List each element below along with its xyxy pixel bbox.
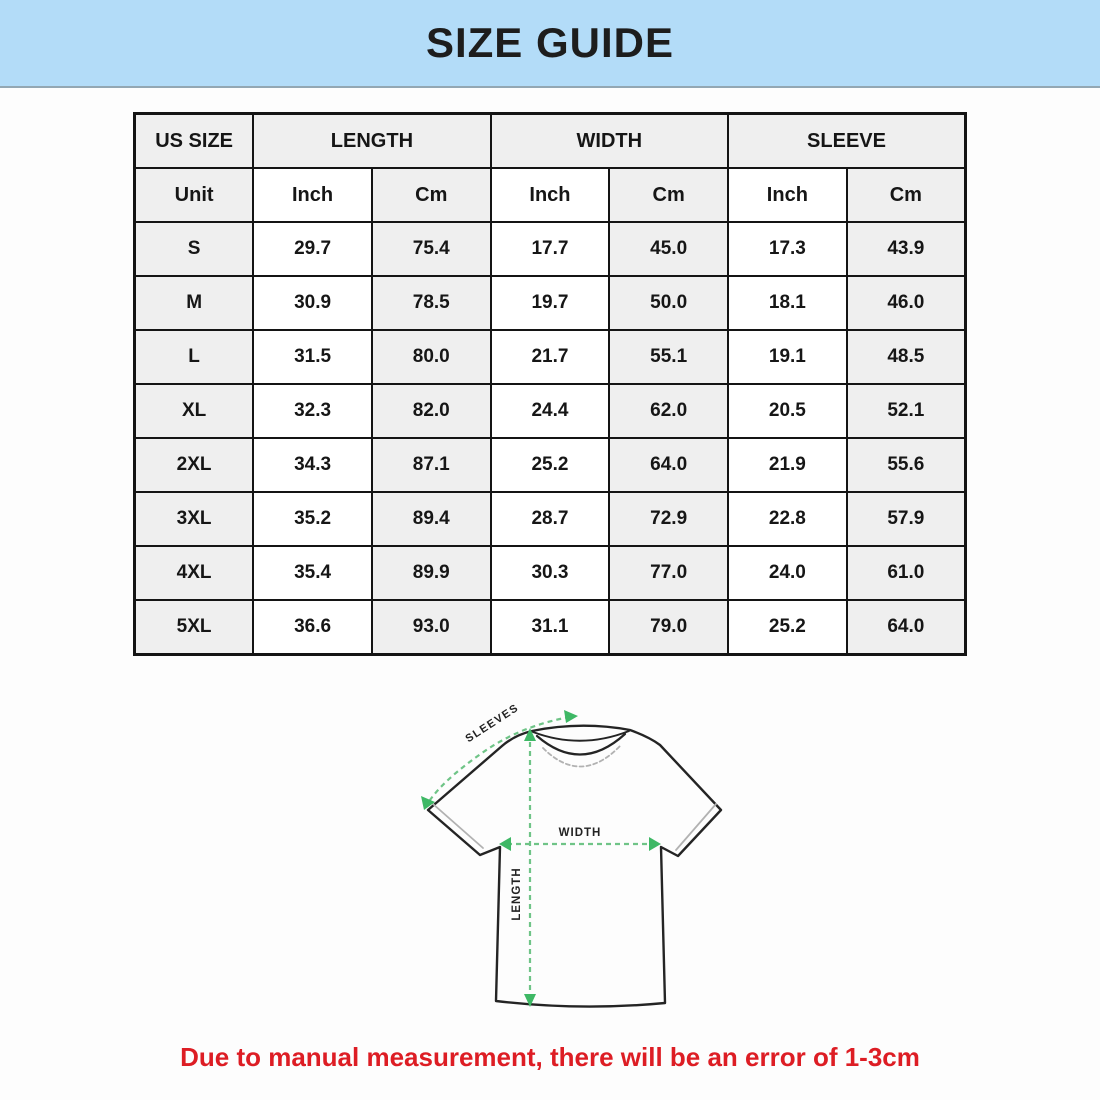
value-cell: 80.0	[372, 330, 491, 384]
banner	[0, 0, 1100, 88]
table-row	[135, 438, 966, 492]
page-title: SIZE GUIDE	[425, 19, 675, 66]
size-cell: S	[135, 222, 254, 276]
unit-header: Unit	[135, 168, 254, 222]
col-header-sleeve: SLEEVE	[728, 114, 965, 169]
table-row	[135, 222, 966, 276]
tshirt-outline	[428, 726, 721, 1007]
value-cell: 25.2	[491, 438, 610, 492]
value-cell: 17.7	[491, 222, 610, 276]
value-cell: 52.1	[847, 384, 966, 438]
length-label: LENGTH	[511, 867, 523, 921]
value-cell: 77.0	[609, 546, 728, 600]
table-row	[135, 492, 966, 546]
unit-header-row	[135, 168, 966, 222]
value-cell: 30.3	[491, 546, 610, 600]
table-row	[135, 276, 966, 330]
value-cell: 36.6	[253, 600, 372, 655]
size-cell: M	[135, 276, 254, 330]
col-header-width: WIDTH	[491, 114, 728, 169]
value-cell: 45.0	[609, 222, 728, 276]
value-cell: 19.7	[491, 276, 610, 330]
value-cell: 61.0	[847, 546, 966, 600]
value-cell: 32.3	[253, 384, 372, 438]
value-cell: 79.0	[609, 600, 728, 655]
value-cell: 29.7	[253, 222, 372, 276]
value-cell: 64.0	[609, 438, 728, 492]
size-cell: 2XL	[135, 438, 254, 492]
col-header-length: LENGTH	[253, 114, 490, 169]
value-cell: 20.5	[728, 384, 847, 438]
size-cell: 5XL	[135, 600, 254, 655]
value-cell: 89.9	[372, 546, 491, 600]
value-cell: 24.4	[491, 384, 610, 438]
value-cell: 28.7	[491, 492, 610, 546]
value-cell: 34.3	[253, 438, 372, 492]
width-arrow	[499, 837, 661, 851]
col-header-us-size: US SIZE	[135, 114, 254, 169]
group-header-row	[135, 114, 966, 169]
value-cell: 30.9	[253, 276, 372, 330]
value-cell: 89.4	[372, 492, 491, 546]
value-cell: 78.5	[372, 276, 491, 330]
value-cell: 18.1	[728, 276, 847, 330]
unit-inch-width: Inch	[491, 168, 610, 222]
value-cell: 64.0	[847, 600, 966, 655]
table-row	[135, 330, 966, 384]
value-cell: 93.0	[372, 600, 491, 655]
value-cell: 55.1	[609, 330, 728, 384]
sleeves-label: SLEEVES	[463, 701, 522, 746]
unit-cm-width: Cm	[609, 168, 728, 222]
value-cell: 82.0	[372, 384, 491, 438]
value-cell: 21.7	[491, 330, 610, 384]
length-arrow	[524, 728, 536, 1007]
value-cell: 48.5	[847, 330, 966, 384]
value-cell: 21.9	[728, 438, 847, 492]
unit-inch-length: Inch	[253, 168, 372, 222]
value-cell: 35.4	[253, 546, 372, 600]
size-cell: L	[135, 330, 254, 384]
table-row	[135, 384, 966, 438]
size-table	[133, 112, 967, 656]
value-cell: 50.0	[609, 276, 728, 330]
unit-cm-sleeve: Cm	[847, 168, 966, 222]
value-cell: 19.1	[728, 330, 847, 384]
size-cell: 3XL	[135, 492, 254, 546]
value-cell: 87.1	[372, 438, 491, 492]
value-cell: 46.0	[847, 276, 966, 330]
value-cell: 62.0	[609, 384, 728, 438]
value-cell: 55.6	[847, 438, 966, 492]
table-row	[135, 546, 966, 600]
table-row	[135, 600, 966, 655]
value-cell: 57.9	[847, 492, 966, 546]
value-cell: 22.8	[728, 492, 847, 546]
tshirt-measurement-diagram	[408, 698, 798, 1028]
measurement-error-note: Due to manual measurement, there will be an error of 1-3cm	[180, 1042, 920, 1072]
value-cell: 31.5	[253, 330, 372, 384]
value-cell: 31.1	[491, 600, 610, 655]
value-cell: 72.9	[609, 492, 728, 546]
value-cell: 35.2	[253, 492, 372, 546]
unit-cm-length: Cm	[372, 168, 491, 222]
size-cell: 4XL	[135, 546, 254, 600]
size-cell: XL	[135, 384, 254, 438]
value-cell: 17.3	[728, 222, 847, 276]
value-cell: 75.4	[372, 222, 491, 276]
unit-inch-sleeve: Inch	[728, 168, 847, 222]
width-label: WIDTH	[558, 827, 602, 839]
value-cell: 24.0	[728, 546, 847, 600]
value-cell: 25.2	[728, 600, 847, 655]
value-cell: 43.9	[847, 222, 966, 276]
